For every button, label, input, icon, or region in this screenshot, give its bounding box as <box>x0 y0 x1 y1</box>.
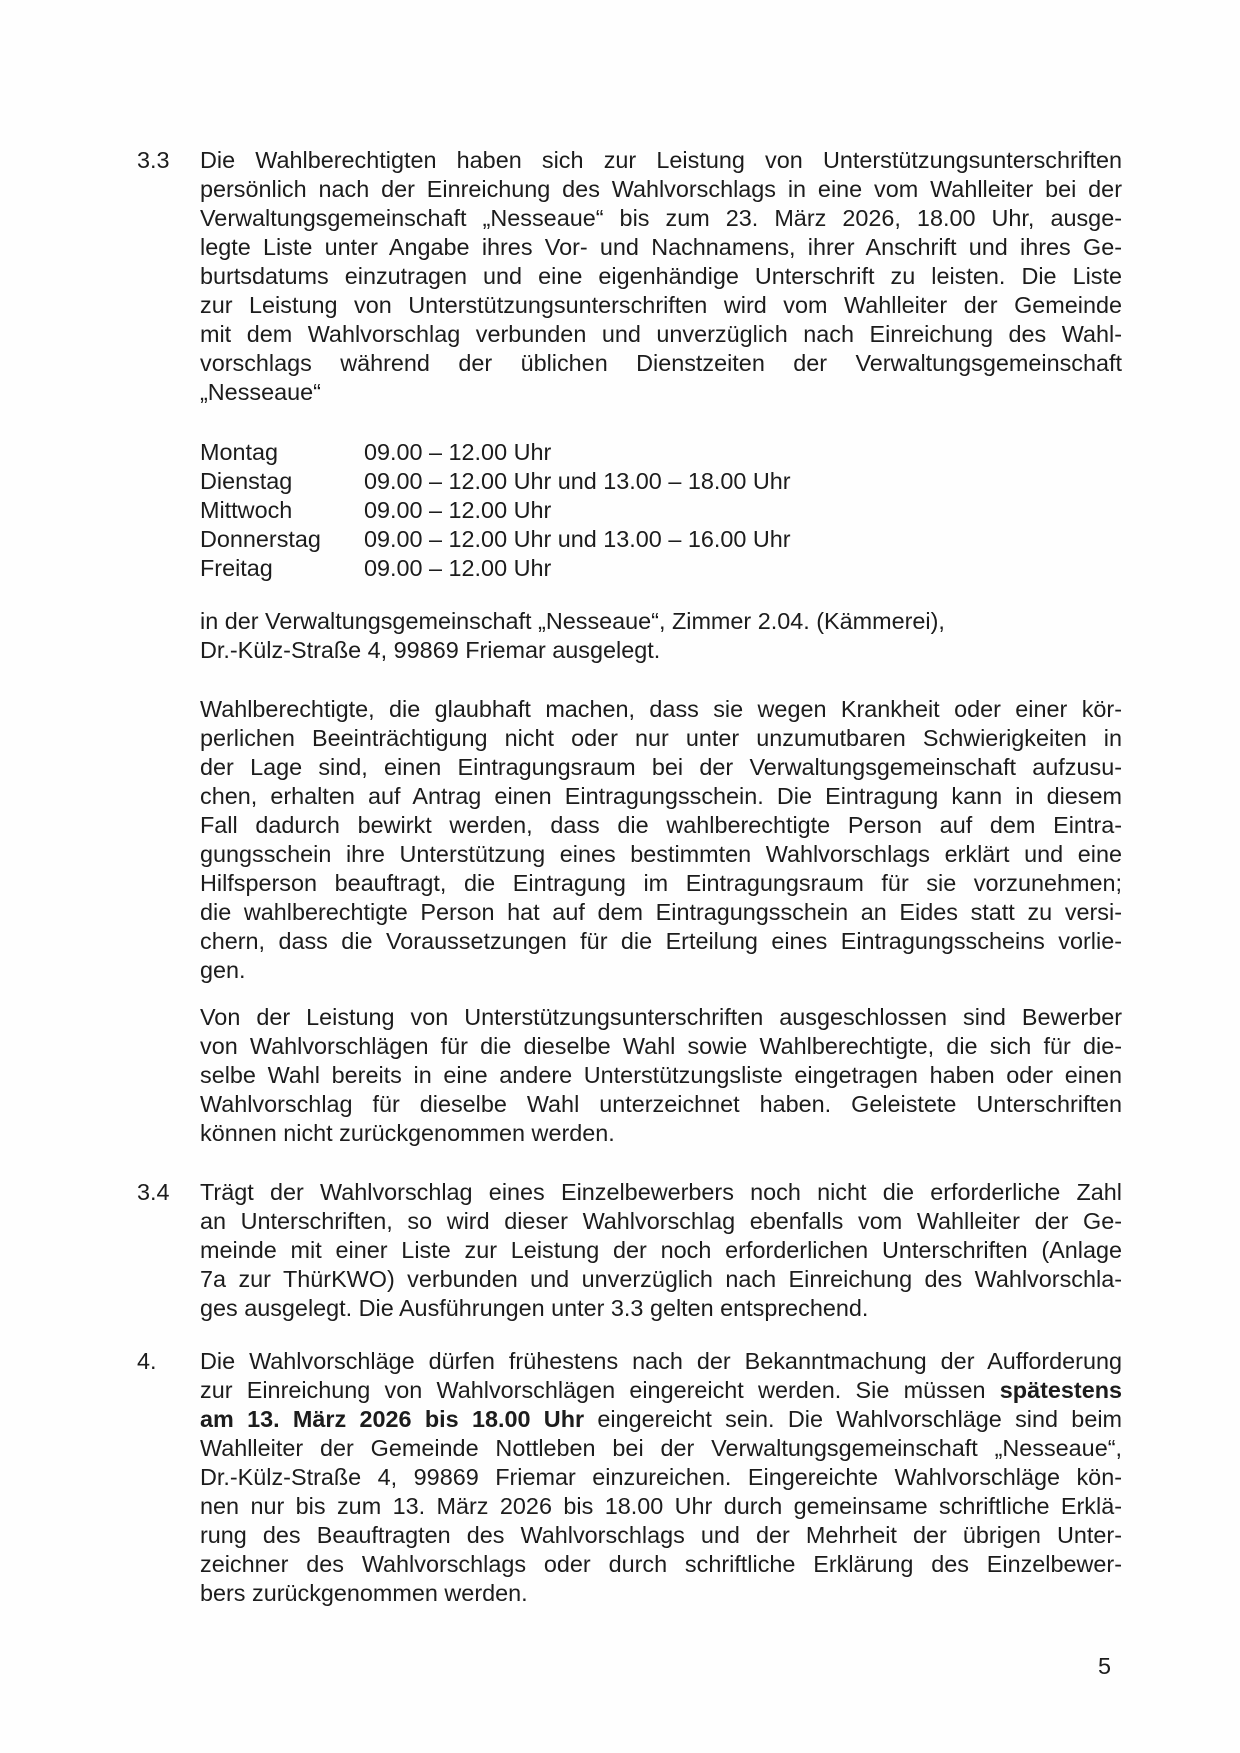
text-line: Dr.-Külz-Straße 4, 99869 Friemar ausgelegt. <box>200 637 661 663</box>
text-line: in der Verwaltungsgemeinschaft „Nesseaue“, Zimmer 2.04. (Kämmerei), <box>200 608 945 634</box>
text-line: perlichen Beeinträchtigung nicht oder nur unter unzumutbaren Schwierigkeiten in <box>200 725 1122 751</box>
text-line <box>200 1376 1122 1405</box>
text-line: Dr.-Külz-Straße 4, 99869 Friemar einzureichen. Eingereichte Wahlvorschläge kön- <box>200 1464 1122 1490</box>
text-line: nen nur bis zum 13. März 2026 bis 18.00 Uhr durch gemeinsame schriftliche Erklä- <box>200 1493 1122 1519</box>
text-line: meinde mit einer Liste zur Leistung der noch erforderlichen Unterschriften (Anlage <box>200 1237 1122 1263</box>
text-line: zur Leistung von Unterstützungsunterschriften wird vom Wahlleiter der Gemeinde <box>200 292 1122 318</box>
text-line: Wahlberechtigte, die glaubhaft machen, dass sie wegen Krankheit oder einer kör- <box>200 696 1122 722</box>
text-line: legte Liste unter Angabe ihres Vor- und Nachnamens, ihrer Anschrift und ihres Ge- <box>200 234 1122 260</box>
schedule-row <box>200 554 791 583</box>
text-line: Die Wahlvorschläge dürfen frühestens nach der Bekanntmachung der Aufforderung <box>200 1348 1122 1374</box>
text-line: an Unterschriften, so wird dieser Wahlvorschlag ebenfalls vom Wahlleiter der Ge- <box>200 1208 1122 1234</box>
text-line: können nicht zurückgenommen werden. <box>200 1120 615 1146</box>
schedule-day: Freitag <box>200 555 273 581</box>
text-line: Wahlleiter der Gemeinde Nottleben bei der Verwaltungsgemeinschaft „Nesseaue“, <box>200 1435 1122 1461</box>
deadline-emphasis: spätestens <box>999 1377 1123 1403</box>
schedule-hours: 09.00 – 12.00 Uhr und 13.00 – 16.00 Uhr <box>364 526 791 552</box>
section-number-3-4: 3.4 <box>137 1179 170 1205</box>
text-line: „Nesseaue“ <box>200 379 321 405</box>
text-line: selbe Wahl bereits in eine andere Unterstützungsliste eingetragen haben oder einen <box>200 1062 1122 1088</box>
section-3-3-paragraph-3 <box>200 1003 1122 1148</box>
text-line: rung des Beauftragten des Wahlvorschlags und der Mehrheit der übrigen Unter- <box>200 1522 1122 1548</box>
text-line: die wahlberechtigte Person hat auf dem Eintragungsschein an Eides statt zu versi- <box>200 899 1122 925</box>
schedule-row <box>200 496 791 525</box>
text-line: der Lage sind, einen Eintragungsraum bei der Verwaltungsgemeinschaft aufzusu- <box>200 754 1122 780</box>
text-line: vorschlags während der üblichen Dienstzeiten der Verwaltungsgemeinschaft <box>200 350 1122 376</box>
text-segment: eingereicht sein. Die Wahlvorschläge sind beim <box>597 1406 1123 1432</box>
text-line <box>200 1405 1122 1434</box>
schedule-hours: 09.00 – 12.00 Uhr <box>364 497 552 523</box>
section-number-3-3: 3.3 <box>137 147 170 173</box>
text-line: burtsdatums einzutragen und eine eigenhändige Unterschrift zu leisten. Die Liste <box>200 263 1122 289</box>
text-line: Trägt der Wahlvorschlag eines Einzelbewerbers noch nicht die erforderliche Zahl <box>200 1179 1122 1205</box>
schedule-day: Dienstag <box>200 468 293 494</box>
text-segment: zur Einreichung von Wahlvorschlägen eingereicht werden. Sie müssen <box>200 1377 986 1403</box>
section-3-3-paragraph-1 <box>200 146 1122 407</box>
office-hours-schedule <box>200 438 791 583</box>
text-line: gungsschein ihre Unterstützung eines bestimmten Wahlvorschlags erklärt und eine <box>200 841 1122 867</box>
location-paragraph <box>200 607 1122 665</box>
schedule-row <box>200 467 791 496</box>
schedule-day: Donnerstag <box>200 526 321 552</box>
text-line: persönlich nach der Einreichung des Wahlvorschlags in eine vom Wahlleiter bei der <box>200 176 1122 202</box>
schedule-hours: 09.00 – 12.00 Uhr <box>364 555 552 581</box>
text-line: von Wahlvorschlägen für die dieselbe Wahl sowie Wahlberechtigte, die sich für die- <box>200 1033 1122 1059</box>
text-line: ges ausgelegt. Die Ausführungen unter 3.3 gelten entsprechend. <box>200 1295 869 1321</box>
text-line: Von der Leistung von Unterstützungsunterschriften ausgeschlossen sind Bewerber <box>200 1004 1122 1030</box>
schedule-day: Montag <box>200 439 279 465</box>
schedule-row <box>200 438 791 467</box>
deadline-date-emphasis: am 13. März 2026 bis 18.00 Uhr <box>200 1406 585 1432</box>
section-3-3-paragraph-2 <box>200 695 1122 985</box>
text-line: 7a zur ThürKWO) verbunden und unverzüglich nach Einreichung des Wahlvorschla- <box>200 1266 1122 1292</box>
text-line: zeichner des Wahlvorschlags oder durch schriftliche Erklärung des Einzelbewer- <box>200 1551 1122 1577</box>
text-line: gen. <box>200 957 246 983</box>
schedule-row <box>200 525 791 554</box>
schedule-hours: 09.00 – 12.00 Uhr <box>364 439 552 465</box>
section-4-paragraph <box>200 1347 1122 1608</box>
text-line: Verwaltungsgemeinschaft „Nesseaue“ bis zum 23. März 2026, 18.00 Uhr, ausge- <box>200 205 1122 231</box>
text-line: chen, erhalten auf Antrag einen Eintragungsschein. Die Eintragung kann in diesem <box>200 783 1122 809</box>
schedule-day: Mittwoch <box>200 497 293 523</box>
section-number-4: 4. <box>137 1348 157 1374</box>
text-line: mit dem Wahlvorschlag verbunden und unverzüglich nach Einreichung des Wahl- <box>200 321 1122 347</box>
text-line: Fall dadurch bewirkt werden, dass die wahlberechtigte Person auf dem Eintra- <box>200 812 1122 838</box>
text-line: Hilfsperson beauftragt, die Eintragung im Eintragungsraum für sie vorzunehmen; <box>200 870 1122 896</box>
text-line: Die Wahlberechtigten haben sich zur Leistung von Unterstützungsunterschriften <box>200 147 1122 173</box>
section-3-4-paragraph <box>200 1178 1122 1323</box>
text-line: chern, dass die Voraussetzungen für die Erteilung eines Eintragungsscheins vorlie- <box>200 928 1122 954</box>
text-line: bers zurückgenommen werden. <box>200 1580 528 1606</box>
text-line: Wahlvorschlag für dieselbe Wahl unterzeichnet haben. Geleistete Unterschriften <box>200 1091 1122 1117</box>
schedule-hours: 09.00 – 12.00 Uhr und 13.00 – 18.00 Uhr <box>364 468 791 494</box>
page-number: 5 <box>1098 1653 1112 1679</box>
